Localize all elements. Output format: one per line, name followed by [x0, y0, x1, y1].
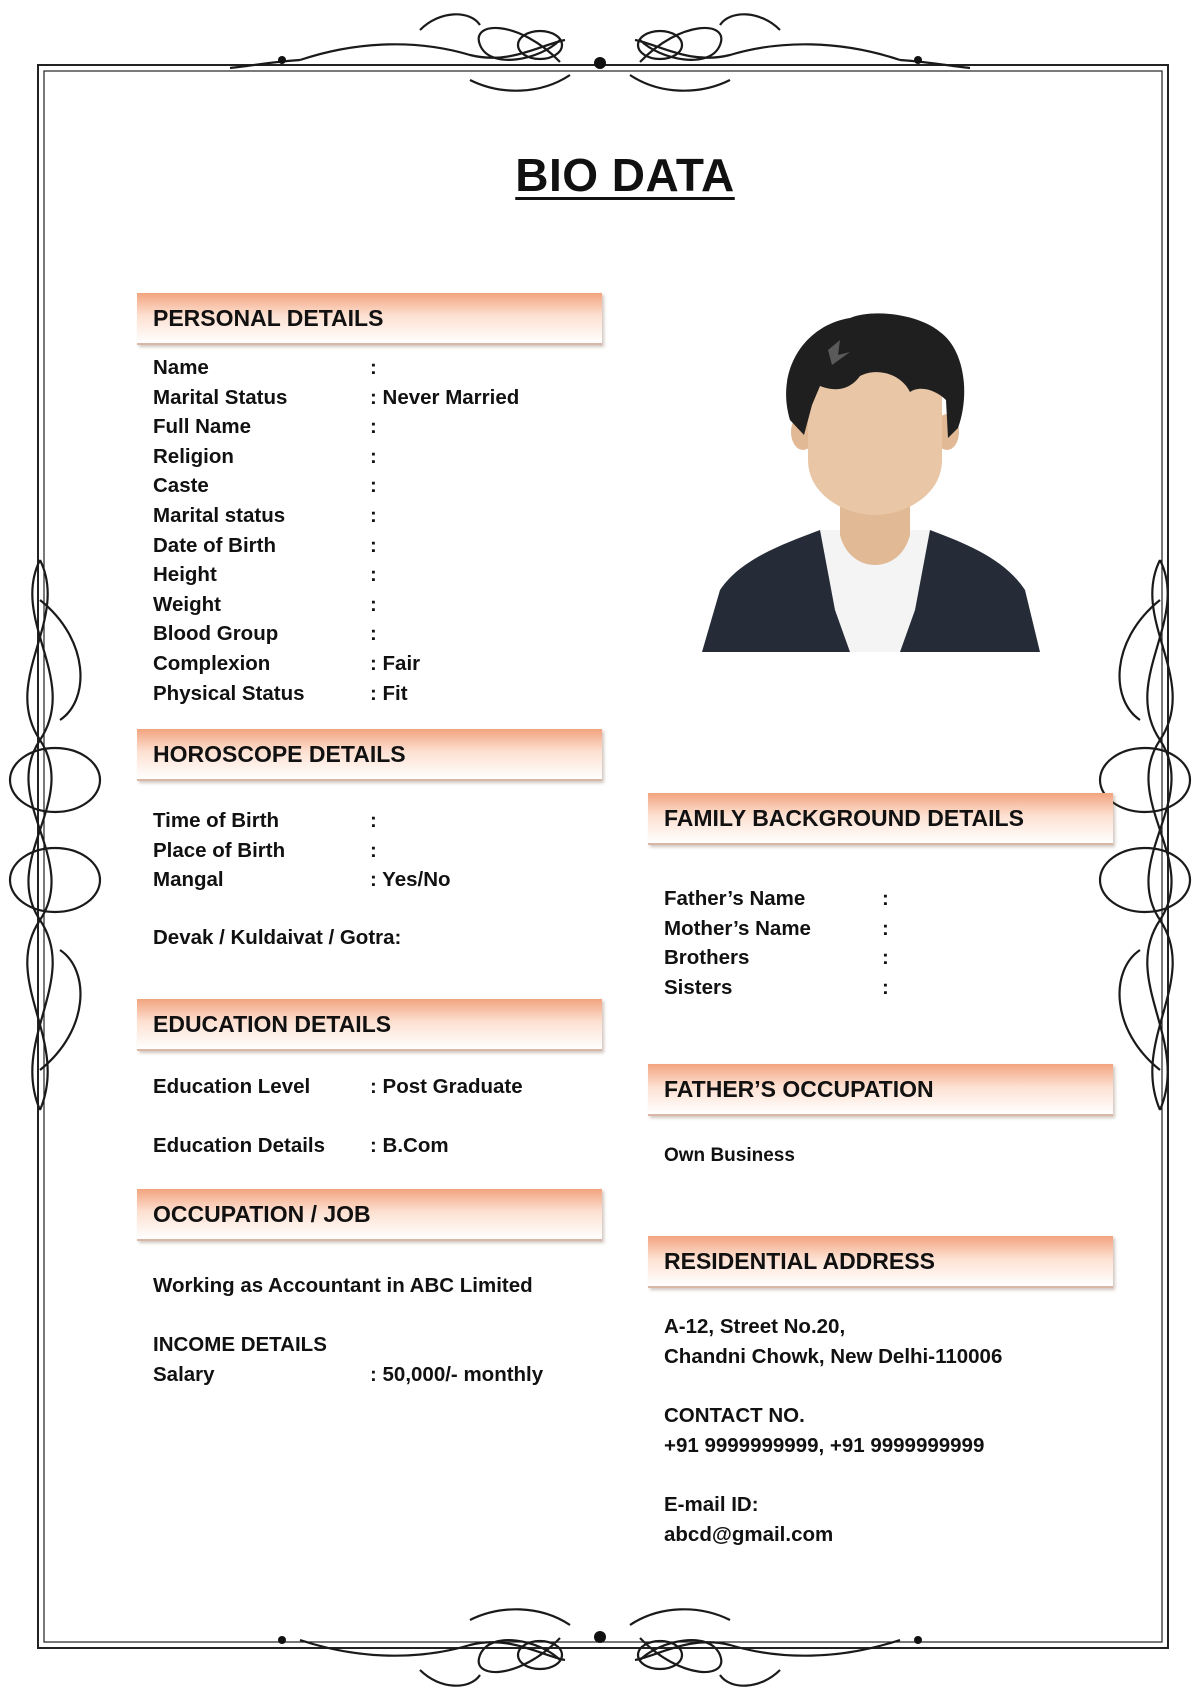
personal-row-label: Weight [153, 592, 221, 616]
family-row-label: Mother’s Name [664, 916, 811, 940]
personal-row-value: : [370, 504, 377, 527]
personal-row-value: : [370, 592, 377, 616]
personal-row-label: Name [153, 356, 209, 379]
education-row-label: Education Level [153, 1075, 311, 1098]
personal-row-label: Date of Birth [153, 533, 276, 557]
family-row-value: : [882, 975, 889, 999]
horoscope-row-value: : [370, 838, 377, 862]
family-row-label: Brothers [664, 946, 750, 970]
personal-row-value: : [370, 533, 377, 557]
email-heading: E-mail ID: [664, 1493, 759, 1516]
occupation-header: OCCUPATION / JOB [137, 1189, 602, 1241]
personal-row-label: Marital status [153, 504, 286, 527]
horoscope-row-label: Time of Birth [153, 809, 280, 832]
contact-numbers: +91 9999999999, +91 9999999999 [664, 1434, 985, 1457]
personal-row-label: Full Name [153, 415, 251, 439]
personal-row-label: Complexion [153, 652, 271, 675]
personal-row-value: : [370, 415, 377, 439]
salary-value: : 50,000/- monthly [370, 1363, 544, 1386]
address-line-1: A-12, Street No.20, [664, 1315, 846, 1338]
left-ornament [10, 560, 100, 1110]
right-ornament [1100, 560, 1190, 1110]
horoscope-row-value: : [370, 809, 377, 832]
horoscope-row-value: : Yes/No [370, 868, 451, 892]
family-row-value: : [882, 887, 889, 910]
gotra-label: Devak / Kuldaivat / Gotra: [153, 926, 402, 949]
personal-row-value: : Fair [370, 652, 421, 675]
personal-row-label: Physical Status [153, 681, 305, 705]
personal-row-label: Religion [153, 444, 234, 468]
personal-row-label: Blood Group [153, 622, 279, 646]
father-occupation-header: FATHER’S OCCUPATION [648, 1064, 1113, 1116]
horoscope-row-label: Place of Birth [153, 838, 286, 862]
horoscope-details-header: HOROSCOPE DETAILS [137, 729, 602, 781]
personal-row-value: : Never Married [370, 385, 520, 409]
income-heading: INCOME DETAILS [153, 1333, 327, 1356]
family-row-label: Sisters [664, 975, 733, 999]
address-line-2: Chandni Chowk, New Delhi-110006 [664, 1345, 1003, 1368]
page-title: BIO DATA [515, 149, 735, 201]
person-avatar-icon [700, 310, 1045, 655]
personal-row-value: : [370, 356, 377, 379]
residential-address-header: RESIDENTIAL ADDRESS [648, 1236, 1113, 1288]
personal-row-label: Height [153, 563, 217, 587]
family-row-value: : [882, 916, 889, 940]
family-row-label: Father’s Name [664, 887, 806, 910]
personal-row-value: : [370, 563, 377, 587]
personal-details-header: PERSONAL DETAILS [137, 293, 602, 345]
education-details-header: EDUCATION DETAILS [137, 999, 602, 1051]
salary-label: Salary [153, 1363, 215, 1386]
personal-row-value: : [370, 444, 377, 468]
father-occupation-text: Own Business [664, 1145, 795, 1166]
contact-heading: CONTACT NO. [664, 1404, 805, 1427]
occupation-text: Working as Accountant in ABC Limited [153, 1274, 533, 1297]
personal-row-label: Marital Status [153, 385, 288, 409]
personal-row-value: : Fit [370, 681, 408, 705]
personal-row-value: : [370, 474, 377, 498]
personal-row-value: : [370, 622, 377, 646]
email-address: abcd@gmail.com [664, 1523, 834, 1546]
horoscope-row-label: Mangal [153, 868, 224, 892]
education-row-value: : B.Com [370, 1134, 449, 1157]
family-background-header: FAMILY BACKGROUND DETAILS [648, 793, 1113, 845]
education-row-value: : Post Graduate [370, 1075, 523, 1098]
family-row-value: : [882, 946, 889, 970]
education-row-label: Education Details [153, 1134, 326, 1157]
personal-row-label: Caste [153, 474, 209, 498]
top-ornament [230, 14, 970, 90]
